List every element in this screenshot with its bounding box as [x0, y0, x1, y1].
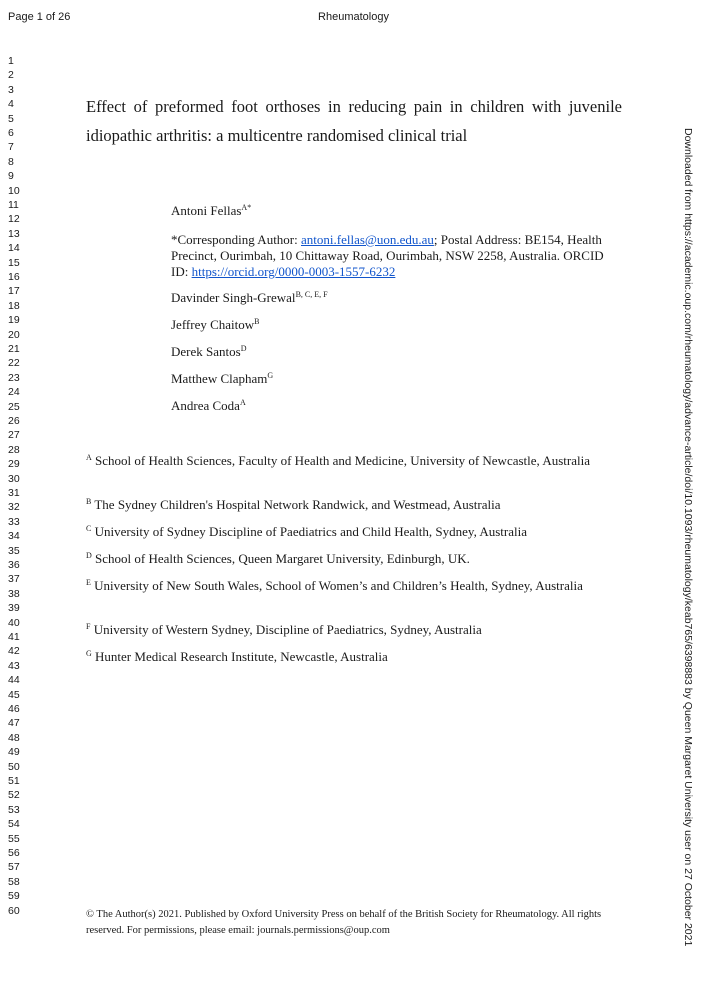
- line-number: 60: [8, 904, 20, 917]
- line-number: 21: [8, 343, 20, 355]
- author-name: Antoni Fellas$^{A*}$: [171, 203, 252, 218]
- line-number: 1: [8, 55, 14, 67]
- line-number: 44: [8, 674, 20, 687]
- affiliation: $^E$ University of New South Wales, School of Women’s and Children’s Health, Sydney, Australia: [86, 578, 583, 593]
- line-number: 41: [8, 631, 20, 643]
- line-number: 31: [8, 487, 20, 499]
- line-number: 38: [8, 587, 20, 600]
- author-name: Andrea Coda$^A$: [171, 398, 246, 413]
- line-number: 57: [8, 861, 20, 874]
- orcid-link[interactable]: https://orcid.org/0000-0003-1557-6232: [191, 264, 396, 279]
- line-number: 19: [8, 314, 20, 327]
- copyright-footer: © The Author(s) 2021. Published by Oxford University Press on behalf of the British Society for Rheumatology. All rights reserved. For permissions, please email: journals.permissions@oup.com: [86, 909, 602, 936]
- affiliation: $^F$ University of Western Sydney, Discipline of Paediatrics, Sydney, Australia: [86, 622, 482, 637]
- line-number: 25: [8, 400, 20, 413]
- line-number: 26: [8, 415, 20, 427]
- line-number: 51: [8, 775, 20, 787]
- line-number: 34: [8, 530, 20, 543]
- line-number: 45: [8, 688, 20, 701]
- affiliation: $^B$ The Sydney Children's Hospital Network Randwick, and Westmead, Australia: [86, 497, 501, 512]
- author-name: Derek Santos$^D$: [171, 344, 247, 359]
- line-number: 12: [8, 213, 20, 226]
- line-number: 35: [8, 544, 20, 557]
- page-number-label: Page 1 of 26: [8, 11, 71, 23]
- line-number: 28: [8, 443, 20, 456]
- line-number: 10: [8, 184, 20, 197]
- line-number: 43: [8, 659, 20, 672]
- journal-name: Rheumatology: [318, 11, 389, 23]
- line-number: 50: [8, 760, 20, 773]
- line-number: 36: [8, 559, 20, 571]
- line-number: 52: [8, 789, 20, 802]
- line-number: 23: [8, 371, 20, 384]
- line-number: 53: [8, 803, 20, 816]
- line-number: 17: [8, 285, 20, 298]
- line-number: 47: [8, 717, 20, 730]
- line-number: 55: [8, 832, 20, 845]
- line-number: 54: [8, 818, 20, 831]
- line-number: 13: [8, 227, 20, 240]
- affiliation: $^G$ Hunter Medical Research Institute, Newcastle, Australia: [86, 649, 388, 664]
- line-number: 32: [8, 501, 20, 514]
- line-number: 9: [8, 170, 14, 183]
- affiliation: $^D$ School of Health Sciences, Queen Margaret University, Edinburgh, UK.: [86, 551, 470, 566]
- line-number: 39: [8, 602, 20, 615]
- download-watermark: Downloaded from https://academic.oup.com/rheumatology/advance-article/doi/10.1093/rheumatology/keab765/6398883 by Queen Margaret University user on 27 October 2021: [682, 128, 694, 947]
- line-number: 2: [8, 69, 14, 82]
- line-number: 58: [8, 875, 20, 888]
- paper-title: Effect of preformed foot orthoses in reducing pain in children with juvenile idiopathic arthritis: a multicentre randomised clinical trial: [86, 97, 622, 145]
- line-number: 30: [8, 472, 20, 485]
- line-number: 7: [8, 141, 14, 154]
- line-number: 22: [8, 357, 20, 370]
- line-number: 11: [8, 199, 19, 211]
- line-number: 46: [8, 703, 20, 715]
- line-number: 4: [8, 98, 14, 111]
- line-number: 24: [8, 386, 20, 399]
- line-number: 27: [8, 429, 20, 442]
- line-number: 48: [8, 731, 20, 744]
- line-number: 42: [8, 645, 20, 658]
- line-number: 3: [8, 83, 14, 96]
- line-number: 5: [8, 112, 14, 125]
- line-number: 6: [8, 127, 14, 139]
- corresponding-author-info: *Corresponding Author: antoni.fellas@uon.edu.au; Postal Address: BE154, Health Precinct, Ourimbah, 10 Chittaway Road, Ourimbah, NSW 2258, Australia. ORCID ID: https://orcid.org/0000-0003-1557-6232: [171, 232, 604, 279]
- line-number: 14: [8, 242, 20, 255]
- line-number: 37: [8, 573, 20, 586]
- line-number: 40: [8, 616, 20, 629]
- line-number: 29: [8, 458, 20, 471]
- corresponding-email-link[interactable]: antoni.fellas@uon.edu.au: [301, 232, 434, 247]
- line-number: 8: [8, 155, 14, 168]
- line-number: 33: [8, 515, 20, 528]
- author-name: Davinder Singh-Grewal$^{B, C, E, F}$: [171, 290, 328, 305]
- author-name: Jeffrey Chaitow$^B$: [171, 317, 260, 332]
- line-number: 59: [8, 890, 20, 903]
- line-number: 16: [8, 271, 20, 283]
- line-number: 20: [8, 328, 20, 341]
- affiliation: $^C$ University of Sydney Discipline of Paediatrics and Child Health, Sydney, Australia: [86, 524, 528, 539]
- line-number: 15: [8, 256, 20, 269]
- affiliation: $^A$ School of Health Sciences, Faculty of Health and Medicine, University of Newcastle, Australia: [86, 453, 590, 468]
- line-number: 18: [8, 299, 20, 312]
- author-name: Matthew Clapham$^G$: [171, 371, 274, 386]
- line-number: 49: [8, 746, 20, 759]
- line-number: 56: [8, 847, 20, 859]
